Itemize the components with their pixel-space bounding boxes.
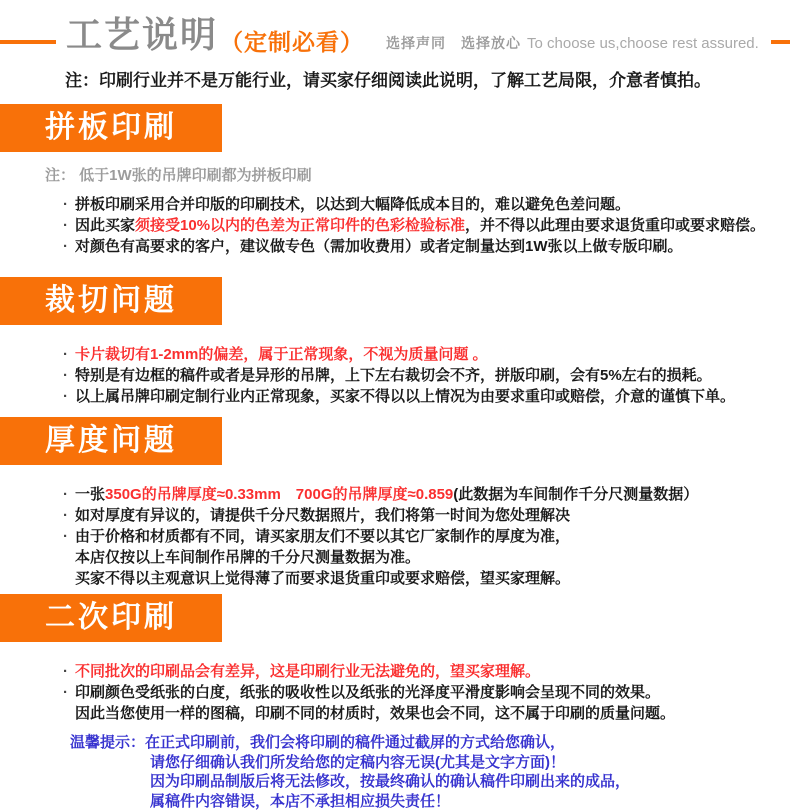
bullet-dot-icon: ·: [63, 236, 75, 257]
bullet-text: 本店仅按以上车间制作吊牌的千分尺测量数据为准。: [75, 549, 420, 566]
section-title-banner: 厚度问题: [0, 417, 222, 465]
section-1: [0, 104, 790, 257]
tip-line: 因为印刷品制版后将无法修改，按最终确认的确认稿件印刷出来的成品，: [70, 772, 790, 792]
slogan-chinese: 选择声同 选择放心: [386, 33, 521, 53]
section-note: 注： 低于1W张的吊牌印刷都为拼板印刷: [45, 164, 790, 185]
bullet-dot-icon: ·: [63, 365, 75, 386]
bullet-text-red: 卡片裁切有1-2mm的偏差，属于正常现象，不视为质量问题 。: [75, 346, 488, 363]
section-title-banner: 裁切问题: [0, 277, 222, 325]
bullet-list: [0, 194, 790, 257]
bullet-dot-icon: ·: [63, 344, 75, 365]
bullet-item: [63, 365, 780, 386]
bullet-list: [0, 344, 790, 407]
bullet-dot-icon: ·: [63, 194, 75, 215]
bullet-item: [63, 194, 780, 215]
bullet-list: [0, 661, 790, 724]
tip-line: 属稿件内容错误，本店不承担相应损失责任！: [70, 792, 790, 811]
bullet-text: 拼板印刷采用合并印版的印刷技术，以达到大幅降低成本目的，难以避免色差问题。: [75, 196, 630, 213]
bullet-text: 以上属吊牌印刷定制行业内正常现象，买家不得以以上情况为由要求重印或赔偿，介意的谨慎下单。: [75, 388, 735, 405]
bullet-item: [63, 568, 780, 589]
bullet-text-red: 不同批次的印刷品会有差异，这是印刷行业无法避免的，望买家理解。: [75, 663, 540, 680]
section-title-banner: 二次印刷: [0, 594, 222, 642]
bullet-text-red: 须接受10%以内的色差为正常印件的色彩检验标准: [135, 217, 465, 234]
bullet-item: [63, 236, 780, 257]
section-2: [0, 277, 790, 407]
bullet-list: [0, 484, 790, 589]
bullet-dot-icon: ·: [63, 484, 75, 505]
bullet-dot-icon: ·: [63, 215, 75, 236]
warm-tip: [70, 733, 790, 811]
bullet-item: [63, 484, 780, 505]
tip-line-first: [70, 733, 790, 753]
bullet-text: (此数据为车间制作千分尺测量数据）: [453, 486, 698, 503]
bullet-text: 因此买家: [75, 217, 135, 234]
bullet-text: 一张: [75, 486, 105, 503]
bullet-text: 特别是有边框的稿件或者是异形的吊牌，上下左右裁切会不齐，拼版印刷，会有5%左右的损耗。: [75, 367, 712, 384]
header-note: 注：印刷行业并不是万能行业，请买家仔细阅读此说明，了解工艺局限，介意者慎拍。: [65, 66, 790, 91]
bullet-item: [63, 344, 780, 365]
tip-text: 在正式印刷前，我们会将印刷的稿件通过截屏的方式给您确认，: [145, 734, 565, 751]
section-4: [0, 594, 790, 724]
header-right-line: [771, 40, 790, 44]
bullet-text: 对颜色有高要求的客户，建议做专色（需加收费用）或者定制量达到1W张以上做专版印刷。: [75, 238, 683, 255]
section-title-banner: 拼板印刷: [0, 104, 222, 152]
bullet-item: [63, 661, 780, 682]
bullet-text-red: 350G的吊牌厚度≈0.33mm 700G的吊牌厚度≈0.859: [105, 486, 453, 503]
bullet-item: [63, 505, 780, 526]
bullet-dot-icon: ·: [63, 505, 75, 526]
bullet-text: 如对厚度有异议的，请提供千分尺数据照片，我们将第一时间为您处理解决: [75, 507, 570, 524]
bullet-dot-icon: ·: [63, 386, 75, 407]
header-left-line: [0, 40, 56, 44]
page-header: [0, 0, 790, 58]
sections-container: [0, 104, 790, 724]
bullet-item: [63, 526, 780, 547]
tip-label: 温馨提示：: [70, 734, 145, 751]
slogan-english: To choose us,choose rest assured.: [527, 35, 759, 52]
bullet-dot-icon: ·: [63, 661, 75, 682]
tip-line: 请您仔细确认我们所发给您的定稿内容无误(尤其是文字方面)！: [70, 753, 790, 773]
section-3: [0, 417, 790, 589]
bullet-item: [63, 215, 780, 236]
bullet-text: 印刷颜色受纸张的白度，纸张的吸收性以及纸张的光泽度平滑度影响会呈现不同的效果。: [75, 684, 660, 701]
bullet-item: [63, 682, 780, 703]
bullet-text: ，并不得以此理由要求退货重印或要求赔偿。: [465, 217, 765, 234]
bullet-text: 买家不得以主观意识上觉得薄了而要求退货重印或要求赔偿，望买家理解。: [75, 570, 570, 587]
page-title: 工艺说明: [66, 12, 218, 58]
bullet-text: 因此当您使用一样的图稿，印刷不同的材质时，效果也会不同，这不属于印刷的质量问题。: [75, 705, 675, 722]
bullet-dot-icon: ·: [63, 526, 75, 547]
bullet-text: 由于价格和材质都有不同，请买家朋友们不要以其它厂家制作的厚度为准，: [75, 528, 570, 545]
bullet-item: [63, 386, 780, 407]
bullet-dot-icon: ·: [63, 682, 75, 703]
bullet-item: [63, 547, 780, 568]
bullet-item: [63, 703, 780, 724]
page-subtitle: （定制必看）: [220, 24, 364, 57]
